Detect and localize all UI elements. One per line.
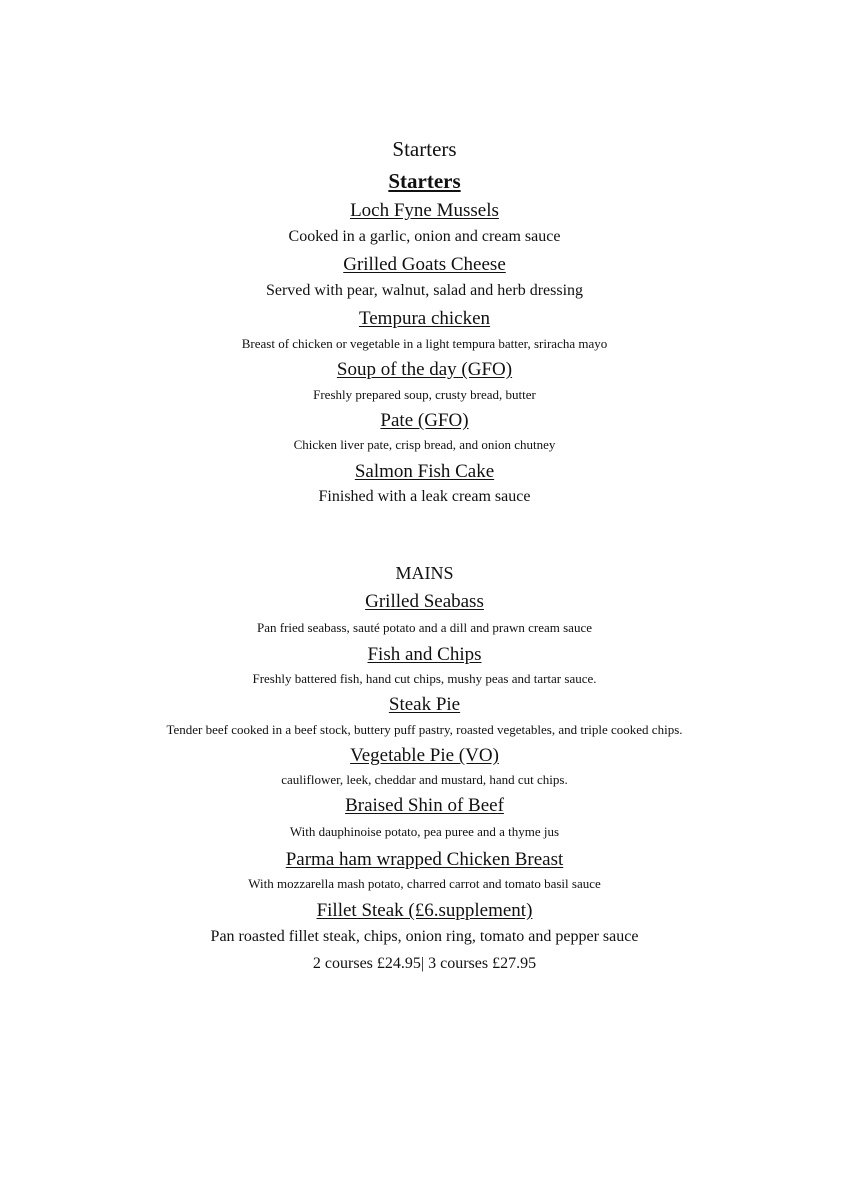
dish-name: Loch Fyne Mussels [350,200,499,221]
dish-name: Braised Shin of Beef [345,795,504,816]
dish-description: Breast of chicken or vegetable in a light tempura batter, sriracha mayo [241,336,608,351]
dish-name: Tempura chicken [358,308,491,329]
dish-description: Pan fried seabass, sauté potato and a dill and prawn cream sauce [257,620,592,635]
dish-name: Soup of the day (GFO) [336,359,513,380]
dish-name: Fish and Chips [367,644,482,665]
starters-heading: Starters [388,169,461,193]
starters-title: Starters [392,137,457,161]
dish-description: Cooked in a garlic, onion and cream sauce [288,228,561,245]
course-pricing: 2 courses £24.95| 3 courses £27.95 [312,955,537,972]
dish-description: With mozzarella mash potato, charred carrot and tomato basil sauce [248,876,601,891]
dish-description: With dauphinoise potato, pea puree and a thyme jus [289,824,560,839]
dish-description: Served with pear, walnut, salad and herb dressing [265,282,584,299]
mains-title: MAINS [395,563,454,583]
dish-name: Grilled Goats Cheese [343,254,506,275]
dish-description: Freshly battered fish, hand cut chips, mushy peas and tartar sauce. [252,671,597,686]
dish-description: Pan roasted fillet steak, chips, onion ring, tomato and pepper sauce [210,928,639,945]
dish-name: Pate (GFO) [380,410,469,431]
dish-name: Salmon Fish Cake [354,461,495,482]
dish-name: Grilled Seabass [365,591,484,612]
dish-description: Freshly prepared soup, crusty bread, butter [313,387,536,402]
dish-name: Steak Pie [388,694,461,715]
dish-description: Tender beef cooked in a beef stock, buttery puff pastry, roasted vegetables, and triple cooked chips. [166,722,683,737]
dish-description: Finished with a leak cream sauce [318,488,531,505]
dish-name: Parma ham wrapped Chicken Breast [285,849,564,870]
dish-name: Fillet Steak (£6.supplement) [316,900,533,921]
dish-description: cauliflower, leek, cheddar and mustard, hand cut chips. [281,772,568,787]
dish-description: Chicken liver pate, crisp bread, and onion chutney [293,437,556,452]
dish-name: Vegetable Pie (VO) [350,745,499,766]
